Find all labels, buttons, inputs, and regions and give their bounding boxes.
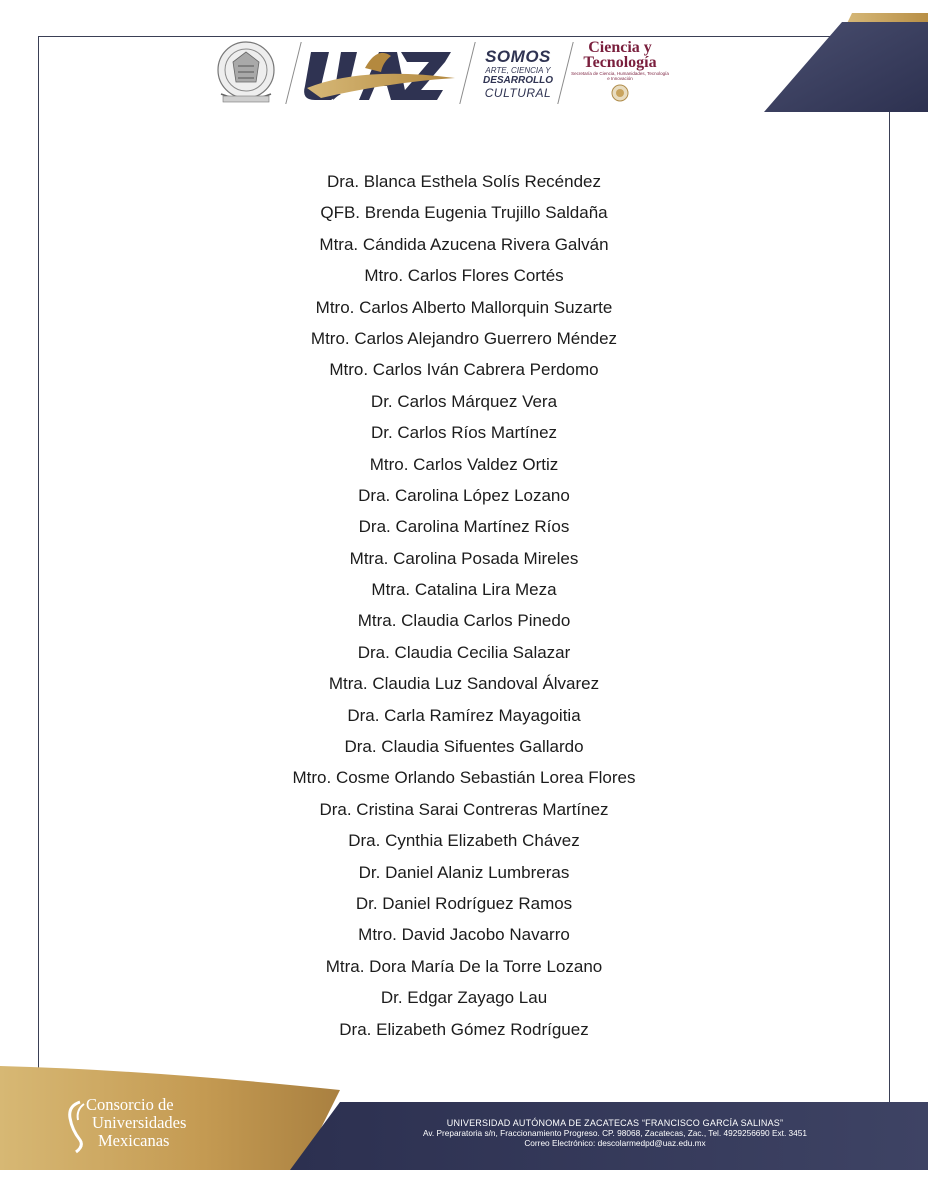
list-item: Mtro. Carlos Iván Cabrera Perdomo [329,360,599,380]
postal-address: Av. Preparatoria s/n, Fraccionamiento Progreso. CP. 98068, Zacatecas, Zac., Tel. 4929256690 Ext. 3451 [422,1128,808,1138]
list-item: Mtra. Carolina Posada Mireles [349,548,579,568]
ciencia-tecnologia-logo [570,40,670,108]
list-item: Dr. Carlos Ríos Martínez [370,423,558,443]
list-item: Mtro. Carlos Alberto Mallorquin Suzarte [315,297,613,317]
footer-address [340,1118,890,1148]
list-item: Dr. Edgar Zayago Lau [380,988,548,1008]
ciencia-subtitle: Secretaría de Ciencia, Humanidades, Tecnología e Innovación [571,71,669,81]
list-item: Mtro. Carlos Valdez Ortiz [369,454,559,474]
list-item: Dra. Carolina López Lozano [358,485,570,505]
somos-subtitle: ARTE, CIENCIA Y [485,66,551,75]
list-item: Mtro. Cosme Orlando Sebastián Lorea Flores [292,768,636,788]
list-item: Dra. Cristina Sarai Contreras Martínez [319,799,609,819]
list-item: Dr. Daniel Alaniz Lumbreras [358,862,570,882]
list-item: Mtra. Claudia Carlos Pinedo [357,611,571,631]
header-separator [459,42,475,104]
list-item: Mtro. David Jacobo Navarro [358,925,570,945]
coat-of-arms-icon [610,83,630,103]
list-item: Mtra. Dora María De la Torre Lozano [325,956,603,976]
consorcio-logo [66,1096,266,1156]
list-item: Dra. Elizabeth Gómez Rodríguez [339,1019,589,1039]
consorcio-text [86,1096,186,1150]
list-item: QFB. Brenda Eugenia Trujillo Saldaña [320,203,608,223]
header-logos [205,38,675,110]
list-item: Mtra. Cándida Azucena Rivera Galván [319,234,609,254]
list-item: Mtro. Carlos Flores Cortés [364,266,564,286]
somos-logo [478,48,558,99]
somos-title: SOMOS [485,47,551,66]
list-item: Mtro. Carlos Alejandro Guerrero Méndez [310,328,618,348]
somos-desarrollo: DESARROLLO [483,75,553,86]
ciencia-title-line1: Ciencia y [588,39,652,56]
list-item: Dra. Cynthia Elizabeth Chávez [348,831,580,851]
ciencia-title-line2: Tecnología [583,54,657,71]
names-list [60,166,868,1045]
list-item: Dra. Claudia Cecilia Salazar [357,642,571,662]
list-item: Dr. Daniel Rodríguez Ramos [355,893,573,913]
list-item: Mtra. Catalina Lira Meza [371,580,557,600]
somos-cultural: CULTURAL [484,86,552,100]
list-item: Dra. Claudia Sifuentes Gallardo [344,737,584,757]
list-item: Dra. Carla Ramírez Mayagoitia [347,705,581,725]
consorcio-line3: Mexicanas [98,1131,170,1150]
list-item: Mtra. Claudia Luz Sandoval Álvarez [328,674,600,694]
header-separator [285,42,301,104]
contact-email: Correo Electrónico: descolarmedpd@uaz.edu.mx [524,1138,706,1148]
list-item: Dr. Carlos Márquez Vera [370,391,558,411]
list-item: Dra. Blanca Esthela Solís Recéndez [326,172,602,191]
uaz-seal-logo [211,38,281,110]
university-name: UNIVERSIDAD AUTÓNOMA DE ZACATECAS “FRANCISCO GARCÍA SALINAS” [446,1118,784,1128]
uaz-logo [301,38,461,110]
list-item: Dra. Carolina Martínez Ríos [358,517,570,537]
consorcio-line1: Consorcio de [86,1095,174,1114]
consorcio-line2: Universidades [92,1113,187,1132]
